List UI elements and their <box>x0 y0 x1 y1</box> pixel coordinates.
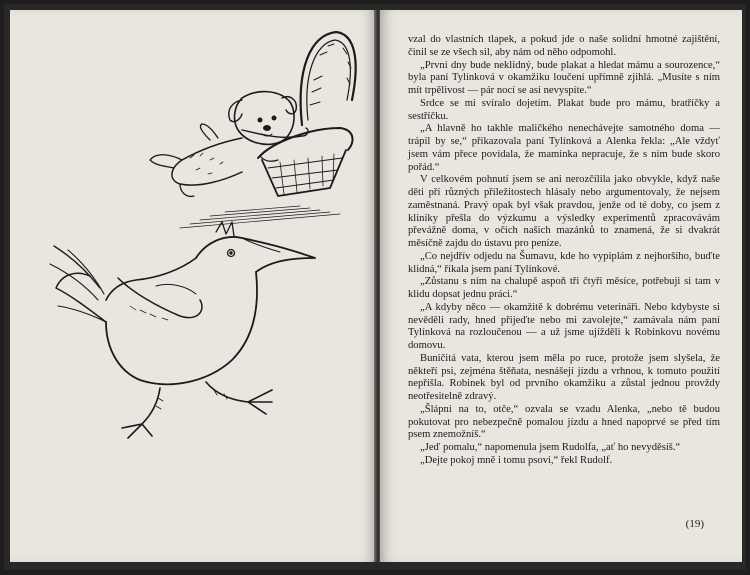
paragraph: V celkovém pohnutí jsem se ani nerozčílila jako obvykle, když naše děti při různých příležitostech hlásaly nebo argumentovaly, že nejsem zaměstnaná. Pravý opak byl však pravdou, jenže od té doby, co jsem z kliniky přešla do výzkumu a výsledky experimentů zpracovávám převážně doma, v očích našich mazánků to znamená, že si dvakrát měsíčně zajdu do ústavu pro peníze. <box>408 174 720 249</box>
paragraph: Srdce se mi svíralo dojetím. Plakat bude pro mámu, bratříčky a sestříčku. <box>408 97 720 122</box>
paragraph: vzal do vlastních tlapek, a pokud jde o naše solidní hmotné zajištění, činil se ze všech sil, aby nám od něho odpomohl. <box>408 34 720 58</box>
paragraph: „A kdyby něco — okamžitě k dobrému veterináři. Nebo kdybyste si nevěděli rady, hned přijeďte nebo mi zavolejte,“ zamávala nám paní Tylínková na rozloučenou — a už jsme ujížděli k Robinkovu novému domovu. <box>408 301 720 351</box>
body-text <box>408 34 720 468</box>
left-page <box>10 10 376 562</box>
paragraph: „Šlápni na to, otče,“ ozvala se vzadu Alenka, „nebo tě budou pokutovat pro nebezpečně pomalou jízdu a hned napoprvé se před tím psem znemožníš.“ <box>408 403 720 441</box>
right-page <box>380 10 742 562</box>
paragraph: „A hlavně ho takhle maličkého nenechávejte samotného doma — trápil by se,“ přikazovala paní Tylínková a Alenka řekla: „Ale vždyť jsem vám přece povídala, že maminka nepracuje, že s ním bude skoro pořád.“ <box>408 123 720 173</box>
paragraph: „První dny bude neklidný, bude plakat a hledat mámu a sourozence,“ byla paní Tylínková v okamžiku loučení upřímně zjihlá. „Musíte s ním mít trpělivost — pár nocí se asi nevyspíte.“ <box>408 59 720 96</box>
paragraph: „Zůstanu s ním na chalupě aspoň tři čtyři měsíce, potřebuji si tam v klidu dopsat jednu práci.“ <box>408 276 720 300</box>
paragraph: „Co nejdřív odjedu na Šumavu, kde ho vypiplám z nejhoršího, buďte klidná,“ říkala jsem paní Tylínkové. <box>408 250 720 275</box>
paragraph: „Jeď pomalu,“ napomenula jsem Rudolfa, „ať ho nevyděsíš.“ <box>420 442 681 453</box>
puppy-and-bird-illustration <box>10 10 376 562</box>
bird-drawing <box>50 222 315 438</box>
page-number: (19) <box>685 518 704 530</box>
basket-drawing <box>258 32 356 196</box>
book-spread <box>4 4 746 570</box>
puppy-drawing <box>150 92 308 197</box>
paragraph: „Dejte pokoj mně i tomu psovi,“ řekl Rudolf. <box>420 454 613 466</box>
paragraph: Buničitá vata, kterou jsem měla po ruce, protože jsem slyšela, že někteří psi, zejména štěňata, nesnášejí jízdu a vrhnou, k tomuto použití nepřišla. Robinek byl od prvního okamžiku a zůstal jednou provždy neotřesitelně zdravý. <box>408 352 720 402</box>
shadow-hatching <box>180 206 340 228</box>
